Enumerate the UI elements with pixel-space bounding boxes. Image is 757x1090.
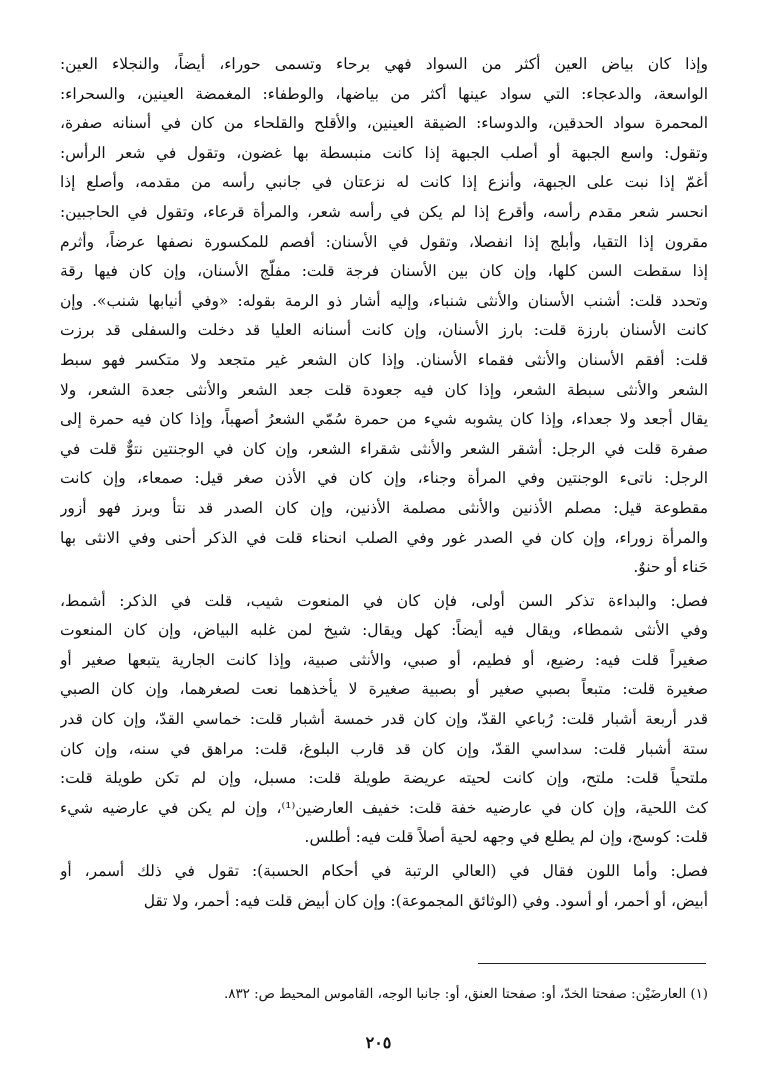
text-line: فصل: وأما اللون فقال في (العالي الرتبة في أحكام الحسبة): تقول في ذلك أسمر، أو bbox=[60, 862, 708, 881]
text-line: ستة أشبار قلت: سداسي القدّ، وإن كان قد قارب البلوغ، قلت: مراهق في سنه، وإن كان bbox=[60, 739, 708, 758]
text-line: وتحدد قلت: أشنب الأسنان والأنثى شنباء، وإليه أشار ذو الرمة بقوله: «وفي أنيابها شنب». وإن bbox=[60, 291, 708, 310]
text-line: الشعر والأنثى سبطة الشعر، وإذا كان فيه جعودة قلت جعد الشعر والأنثى جعدة الشعر، ولا bbox=[60, 380, 708, 399]
paragraph bbox=[60, 50, 708, 583]
text-line: صغيراً قلت فيه: رضيع، أو فطيم، أو صبي، والأنثى صبية، وإذا كانت الجارية يتبعها صغير أو bbox=[60, 650, 708, 669]
text-line: المحمرة سواد الحدقين، والدوساء: الضيقة العينين، والأقلح والقلحاء من كان في أسنانه صفرة، bbox=[60, 114, 708, 133]
text-line: وتقول: واسع الجبهة أو أصلب الجبهة إذا كانت منبسطة بها غضون، وتقول في شعر الرأس: bbox=[60, 143, 708, 162]
text-line: وإذا كان بياض العين أكثر من السواد فهي برحاء وتسمى حوراء، أيضاً، والنجلاء العين: bbox=[60, 55, 708, 73]
text-line: أغمّ إذا نبت على الجبهة، وأنزع إذا كانت له نزعتان في جانبي رأسه من مقدمه، وأصلع إذا bbox=[60, 173, 708, 192]
paragraph bbox=[60, 587, 708, 853]
text-line: ملتحياً قلت: ملتح، وإن كانت لحيته عريضة طويلة قلت: مسبل، وإن لم تكن طويلة قلت: bbox=[60, 769, 708, 788]
text-line: الرجل: ناتىء الوجنتين وفي المرأة وجناء، وإن كان في الأذن صغر قيل: صمعاء، وإن كانت bbox=[60, 469, 708, 488]
text-line: قدر أربعة أشبار قلت: رُباعي القدّ، وإن كان قدر خمسة أشبار قلت: خماسي القدّ، وإن كان قدر bbox=[60, 710, 708, 729]
text-line: كانت الأسنان بارزة قلت: بارز الأسنان، وإن كانت أسنانه العليا قد دخلت والسفلى قد برزت bbox=[60, 321, 708, 340]
text-line: والمرأة زوراء، وإن كان في الصدر غور وفي الصلب انحناء قلت في الذكر أحنى وفي الانثى بها bbox=[60, 528, 708, 547]
text-line: أبيض، أو أحمر، أو أسود. وفي (الوثائق المجموعة): وإن كان أبيض قلت فيه: أحمر، ولا تقل bbox=[143, 891, 708, 910]
text-line: إذا سقطت السن كلها، وإن كان بين الأسنان فرجة قلت: مفلّج الأسنان، وإن كان فيها رقة bbox=[60, 262, 708, 281]
text-line: الواسعة، والدعجاء: التي سواد عينها أكثر من بياضها، والوطفاء: المغمضة العينين، والسحراء: bbox=[60, 84, 708, 103]
text-line: حَناء أو حنوٌ. bbox=[633, 558, 708, 577]
body-text bbox=[60, 50, 708, 916]
text-line: وفي الأنثى شمطاء، ويقال فيه أيضاً: كهل ويقال: شيخ لمن غلبه البياض، وإن كان المنعوت bbox=[60, 621, 708, 640]
footnote-separator bbox=[478, 963, 706, 964]
paragraph bbox=[60, 857, 708, 916]
text-line: صفرة قلت في الرجل: أشقر الشعر والأنثى شقراء الشعر، وإن كان في الوجنتين نتوٌّ قلت في bbox=[60, 439, 708, 458]
text-line: يقال أجعد ولا جعداء، وإذا كان يشوبه شيء من حمرة سُمّي الشعرُ أصهباً، وإذا كان فيه حمرة إلى bbox=[60, 410, 708, 429]
page-number: ٢٠٥ bbox=[365, 1033, 392, 1052]
text-line: مقطوعة قيل: مصلم الأذنين والأنثى مصلمة الأذنين، وإن كان الصدر قد نتأ وبرز فهو أزور bbox=[60, 498, 708, 517]
text-line: صغيرة قلت: متبعاً بصبي صغير أو بصبية صغيرة لا يأخذهما نعت لصغرهما، وإن كان الصبي bbox=[60, 680, 708, 699]
text-line: قلت: أفقم الأسنان والأنثى فقماء الأسنان. وإذا كان الشعر غير متجعد ولا متكسر فهو سبط bbox=[60, 350, 708, 369]
text-line: انحسر شعر مقدم رأسه، وأقرع إذا لم يكن في رأسه شعر، والمرأة قرعاء، وتقول في الحاجبين: bbox=[60, 202, 708, 221]
text-line: كث اللحية، وإن كان في عارضيه خفة قلت: خفيف العارضين⁽¹⁾، وإن لم يكن في عارضيه شيء bbox=[60, 798, 708, 817]
text-line: مقرون إذا التقيا، وأبلج إذا انفصلا، وتقول في الأسنان: أفصم للمكسورة نصفها عرضاً، وأثرم bbox=[60, 232, 708, 251]
text-line: قلت: كوسج، وإن لم يطلع في وجهه لحية أصلاً قلت فيه: أطلس. bbox=[304, 828, 708, 847]
text-line: فصل: والبداءة تذكر السن أولى، فإن كان في المنعوت شيب، قلت في الذكر: أشمط، bbox=[60, 591, 708, 610]
footnote: (١) العارضَيْن: صفحتا الخدّ، أو: صفحتا العنق، أو: جانبا الوجه، القاموس المحيط ص: ٨٣٢. bbox=[224, 987, 708, 1002]
